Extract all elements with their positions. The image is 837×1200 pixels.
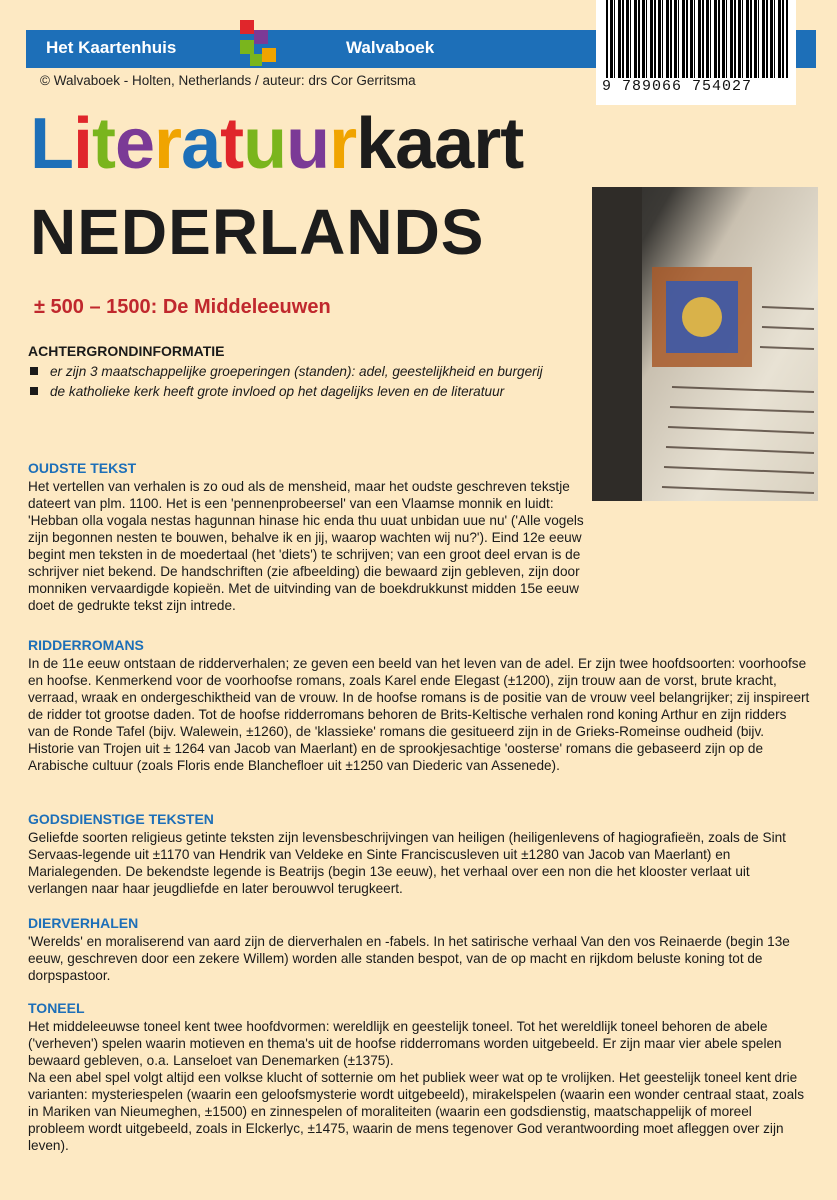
section-oudste-tekst xyxy=(28,460,812,614)
title-letter: t xyxy=(220,104,244,184)
title-literatuurkaart xyxy=(30,104,524,184)
section-godsdienstige-teksten xyxy=(28,811,812,897)
title-nederlands: NEDERLANDS xyxy=(30,196,485,268)
brand-label: Walvaboek xyxy=(346,38,435,57)
title-letter: kaart xyxy=(356,104,524,184)
background-bullet: de katholieke kerk heeft grote invloed op het dagelijks leven en de literatuur xyxy=(28,383,588,400)
section-text: Na een abel spel volgt altijd een volkse klucht of sotternie om het publiek weer wat op te vrolijken. Het geestelijk toneel kent drie varianten: mysteriespelen (waarin een geloofsmysterie wordt uitgebeeld), mirakelspelen (waarin een wonder centraal staat, zoals in Mariken van Nieumeghen, ±1500) en zinnespelen of moraliteiten (waarin een godsdienstig, maatschappelijk of moreel probleem wordt uitgebeeld, zoals in Elckerlyc, ±1475, waarin de mens tegenover God verantwoording moet afleggen over zijn leven). xyxy=(28,1070,804,1153)
section-heading: OUDSTE TEKST xyxy=(28,460,137,476)
section-text: Het vertellen van verhalen is zo oud als de mensheid, maar het oudste geschreven tekstje dateert van plm. 1100. Het is een 'pennenprobeersel' van een Vlaamse monnik en luidt: 'Hebban olla vogala nestas hagunnan hinase hic enda thu uuat unbidan uue nu' ('Alle vogels zijn begonnen nesten te bouwen, behalve ik en jij, waarop wachten wij nu?'). Eind 12e eeuw begint men teksten in de moedertaal (het 'diets') te schrijven; van een groot deel ervan is de schrijver niet bekend. De handschriften (zie afbeelding) die bewaard zijn gebleven, zijn door monniken vervaardigde kopieën. Met de uitvinding van de boekdrukkunst midden 15e eeuw doet de gedrukte tekst zijn intrede. xyxy=(28,479,584,613)
section-heading: DIERVERHALEN xyxy=(28,915,139,931)
background-info xyxy=(28,343,588,400)
barcode xyxy=(596,0,796,105)
isbn-number: 9 789066 754027 xyxy=(602,78,753,95)
background-heading: ACHTERGRONDINFORMATIE xyxy=(28,343,225,359)
publisher-label: Het Kaartenhuis xyxy=(46,38,177,57)
section-heading: RIDDERROMANS xyxy=(28,637,144,653)
title-letter: u xyxy=(286,104,330,184)
section-dierverhalen xyxy=(28,915,812,984)
kaartenhuis-logo-icon xyxy=(232,20,292,72)
title-letter: i xyxy=(72,104,92,184)
section-ridderromans xyxy=(28,637,812,774)
title-letter: a xyxy=(181,104,221,184)
barcode-bars xyxy=(606,0,788,78)
title-letter: e xyxy=(114,104,155,184)
period-subtitle: ± 500 – 1500: De Middeleeuwen xyxy=(34,296,331,318)
manuscript-photo xyxy=(592,187,818,501)
title-letter: r xyxy=(154,104,182,184)
section-text: 'Werelds' en moraliserend van aard zijn de dierverhalen en -fabels. In het satirische verhaal Van den vos Reinaerde (begin 13e eeuw, geschreven door een zekere Willem) worden alle standen bespot, van de op macht en rijkdom beluste koning tot de dorpspastoor. xyxy=(28,934,790,983)
section-text: In de 11e eeuw ontstaan de ridderverhalen; ze geven een beeld van het leven van de adel. Er zijn twee hoofdsoorten: voorhoofse en hoofse. Kenmerkend voor de voorhoofse romans, zoals Karel ende Elegast (±1200), zijn trouw aan de vorst, brute kracht, verraad, wraak en ondergeschiktheid van de vrouw. In de hoofse romans is de positie van de vrouw veel belangrijker; zij inspireert de ridder tot grootse daden. Tot de hoofse ridderromans behoren de Brits-Keltische verhalen rond koning Arthur en zijn ridders van de Ronde Tafel (bijv. Walewein, ±1260), de 'klassieke' romans die gesitueerd zijn in de Grieks-Romeinse oudheid (bijv. Historie van Trojen uit ± 1264 van Jacob van Maerlant) en de sprookjesachtige 'oosterse' romans die gebaseerd zijn op de Arabische cultuur (zoals Floris ende Blanchefloer uit ±1250 van Diederic van Assenede). xyxy=(28,656,810,773)
background-bullet: er zijn 3 maatschappelijke groeperingen (standen): adel, geestelijkheid en burgerij xyxy=(28,363,588,380)
title-letter: t xyxy=(92,104,115,184)
title-letter: u xyxy=(243,104,287,184)
section-heading: TONEEL xyxy=(28,1000,85,1016)
section-heading: GODSDIENSTIGE TEKSTEN xyxy=(28,811,214,827)
title-letter: r xyxy=(329,104,357,184)
title-letter: L xyxy=(30,104,73,184)
section-text: Het middeleeuwse toneel kent twee hoofdvormen: wereldlijk en geestelijk toneel. Tot het wereldlijk toneel behoren de abele ('verheven') spelen waarin motieven en thema's uit de hoofse ridderromans worden uitgebeeld. Er zijn maar vier abele spelen bewaard gebleven, o.a. Lanseloet van Denemarken (±1375). xyxy=(28,1019,782,1068)
section-text: Geliefde soorten religieus getinte teksten zijn levensbeschrijvingen van heiligen (heiligenlevens of hagiografieën, zoals de Sint Servaas-legende uit ±1170 van Hendrik van Veldeke en Sinte Franciscusleven uit ±1280 van Jacob van Maerlant) en Marialegenden. De bekendste legende is Beatrijs (begin 13e eeuw), het verhaal over een non die het klooster verlaat uit verlangen naar haar jeugdliefde en later berouwvol terugkeert. xyxy=(28,830,786,896)
section-toneel xyxy=(28,1000,812,1154)
copyright-line: © Walvaboek - Holten, Netherlands / auteur: drs Cor Gerritsma xyxy=(40,73,416,88)
